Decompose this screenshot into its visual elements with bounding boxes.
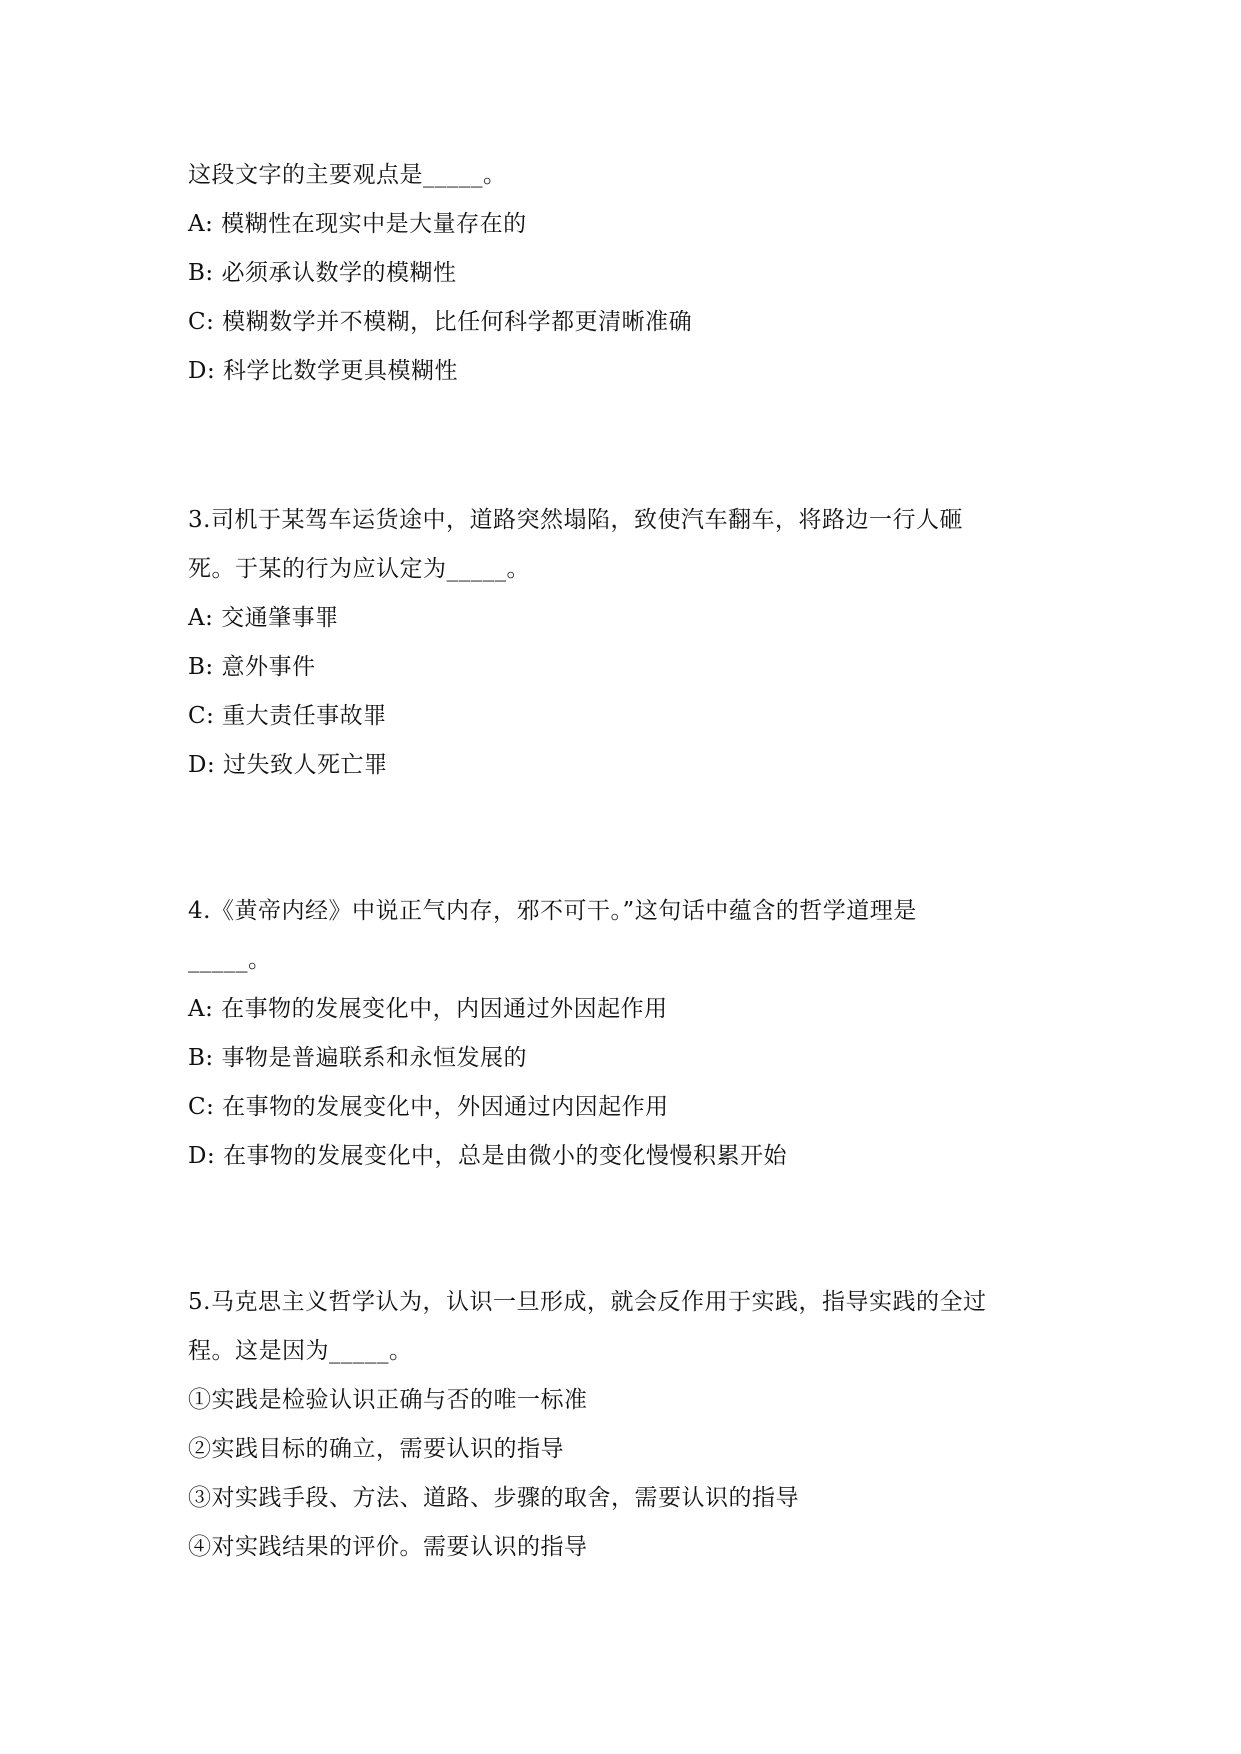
q5-statement-3: ③对实践手段、方法、道路、步骤的取舍，需要认识的指导 <box>188 1485 799 1511</box>
q3-option-a: A: 交通肇事罪 <box>188 605 339 631</box>
q2-stem: 这段文字的主要观点是_____。 <box>188 162 507 188</box>
q4-option-c: C: 在事物的发展变化中，外因通过内因起作用 <box>188 1094 669 1120</box>
q4-option-d: D: 在事物的发展变化中，总是由微小的变化慢慢积累开始 <box>188 1143 788 1169</box>
q5-stem-line-1: 5.马克思主义哲学认为，认识一旦形成，就会反作用于实践，指导实践的全过 <box>188 1289 987 1315</box>
q4-option-a: A: 在事物的发展变化中，内因通过外因起作用 <box>188 996 668 1022</box>
q5-stem-line-2: 程。这是因为_____。 <box>188 1338 413 1364</box>
q3-option-b: B: 意外事件 <box>188 654 316 680</box>
q4-stem-line-1: 4.《黄帝内经》中说正气内存，邪不可干。”这句话中蕴含的哲学道理是 <box>188 898 917 924</box>
q4-option-b: B: 事物是普遍联系和永恒发展的 <box>188 1045 527 1071</box>
q5-statement-1: ①实践是检验认识正确与否的唯一标准 <box>188 1387 588 1413</box>
q5-statement-2: ②实践目标的确立，需要认识的指导 <box>188 1436 564 1462</box>
q2-option-c: C: 模糊数学并不模糊，比任何科学都更清晰准确 <box>188 309 693 335</box>
q3-stem-line-2: 死。于某的行为应认定为_____。 <box>188 556 530 582</box>
q3-stem-line-1: 3.司机于某驾车运货途中，道路突然塌陷，致使汽车翻车，将路边一行人砸 <box>188 507 963 533</box>
q4-stem-line-2: _____。 <box>188 947 272 973</box>
q2-option-b: B: 必须承认数学的模糊性 <box>188 260 457 286</box>
q3-option-d: D: 过失致人死亡罪 <box>188 752 388 778</box>
q3-option-c: C: 重大责任事故罪 <box>188 703 387 729</box>
q2-option-a: A: 模糊性在现实中是大量存在的 <box>188 211 527 237</box>
q5-statement-4: ④对实践结果的评价。需要认识的指导 <box>188 1534 588 1560</box>
q2-option-d: D: 科学比数学更具模糊性 <box>188 358 459 384</box>
